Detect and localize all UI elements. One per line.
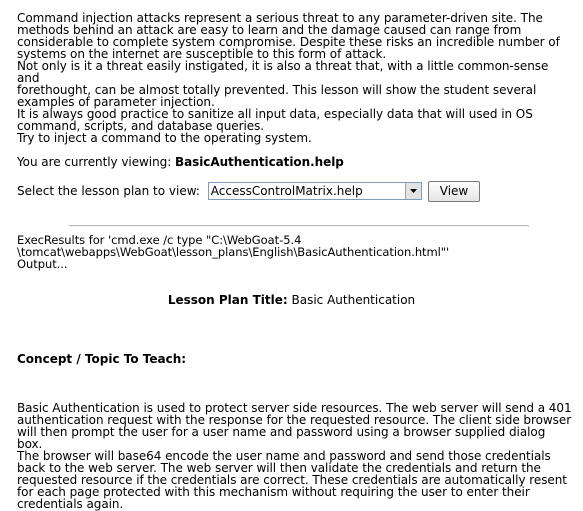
intro-line: Not only is it a threat easily instigated, it is also a threat that, with a little common-sense and <box>17 59 549 85</box>
lesson-plan-title-value: Basic Authentication <box>287 293 416 307</box>
chevron-down-icon[interactable] <box>405 183 421 199</box>
lesson-plan-selected: AccessControlMatrix.help <box>210 184 363 198</box>
concept-body <box>17 402 573 510</box>
exec-line: ExecResults for 'cmd.exe /c type "C:\WebGoat-5.4 <box>17 233 302 247</box>
intro-line: command, scripts, and database queries. <box>17 119 265 133</box>
lesson-plan-selector <box>17 180 480 202</box>
current-viewing <box>17 156 573 168</box>
viewing-value: BasicAuthentication.help <box>174 155 344 169</box>
concept-line: Basic Authentication is used to protect server side resources. The web server will send a 401 <box>17 401 572 415</box>
concept-line: requested resource if the credentials are correct. These credentials are automatically resent <box>17 473 567 487</box>
intro-line: examples of parameter injection. <box>17 95 215 109</box>
intro-line: It is always good practice to sanitize all input data, especially data that will used in OS <box>17 107 533 121</box>
concept-heading: Concept / Topic To Teach: <box>17 352 187 366</box>
intro-line: considerable to complete system compromise. Despite these risks an incredible number of <box>17 35 560 49</box>
divider <box>69 225 529 227</box>
intro-line: Try to inject a command to the operating system. <box>17 131 312 145</box>
concept-line: will then prompt the user for a user name and password using a browser supplied dialog box. <box>17 425 546 451</box>
exec-results <box>17 234 573 270</box>
lesson-plan-title <box>0 293 583 307</box>
lesson-plan-dropdown[interactable] <box>208 182 422 200</box>
exec-line: Output... <box>17 257 68 271</box>
lesson-select-label: Select the lesson plan to view: <box>17 184 204 198</box>
lesson-plan-title-label: Lesson Plan Title: <box>167 293 288 307</box>
lesson-intro <box>17 12 573 144</box>
exec-line: \tomcat\webapps\WebGoat\lesson_plans\English\BasicAuthentication.html"' <box>17 245 450 259</box>
concept-line: The browser will base64 encode the user name and password and send those credentials <box>17 449 551 463</box>
concept-line: back to the web server. The web server will then validate the credentials and return the <box>17 461 541 475</box>
intro-line: methods behind an attack are easy to learn and the damage caused can range from <box>17 23 522 37</box>
intro-line: systems on the internet are susceptible to this form of attack. <box>17 47 387 61</box>
intro-line: forethought, can be almost totally prevented. This lesson will show the student several <box>17 83 537 97</box>
concept-line: credentials again. <box>17 497 124 511</box>
intro-line: Command injection attacks represent a serious threat to any parameter-driven site. The <box>17 11 543 25</box>
concept-line: authentication request with the response for the requested resource. The client side browser <box>17 413 572 427</box>
viewing-label: You are currently viewing: <box>17 155 175 169</box>
concept-line: for each page protected with this mechanism without requiring the user to enter their <box>17 485 530 499</box>
view-button[interactable]: View <box>428 181 480 202</box>
